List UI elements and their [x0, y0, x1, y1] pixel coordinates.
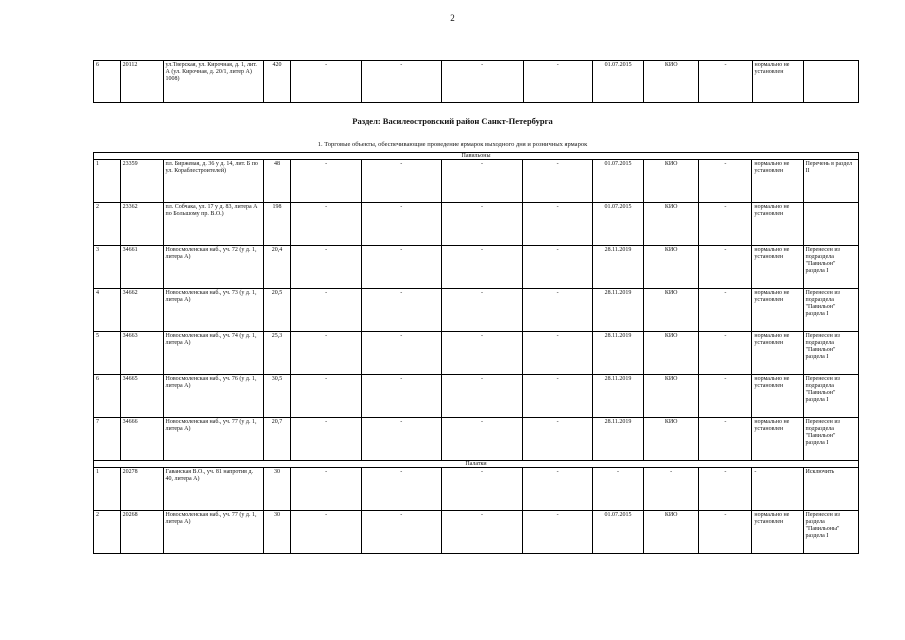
group-header: [94, 461, 859, 468]
cell-num: 5: [94, 332, 121, 375]
cell-status: нормально не установлен: [752, 332, 803, 375]
cell-d3: -: [441, 332, 523, 375]
cell-note: [803, 61, 858, 103]
table-row: [94, 468, 859, 511]
cell-d1: -: [291, 332, 362, 375]
cell-num: 1: [94, 160, 121, 203]
cell-d4: -: [523, 418, 593, 461]
cell-d2: -: [361, 418, 441, 461]
cell-org: КИО: [644, 511, 699, 554]
cell-d3: -: [441, 203, 523, 246]
main-table: [93, 152, 859, 554]
cell-org: КИО: [644, 289, 699, 332]
cell-date: -: [592, 468, 643, 511]
cell-note: Перенесен из подраздела "Павильон" раздела I: [803, 375, 858, 418]
cell-d1: -: [291, 246, 362, 289]
cell-d5: -: [699, 289, 752, 332]
cell-area: 20,4: [263, 246, 291, 289]
table-row: [94, 375, 859, 418]
cell-org: КИО: [644, 332, 699, 375]
cell-status: нормально не установлен: [752, 160, 803, 203]
cell-note: Перенесен из раздела "Павильоны" раздела I: [803, 511, 858, 554]
cell-d2: -: [361, 289, 441, 332]
cell-status: нормально не установлен: [752, 246, 803, 289]
cell-area: 20,7: [263, 418, 291, 461]
cell-org: КИО: [644, 61, 699, 103]
table-row: [94, 160, 859, 203]
cell-date: 28.11.2019: [592, 246, 643, 289]
cell-d1: -: [291, 160, 362, 203]
cell-status: нормально не установлен: [752, 375, 803, 418]
cell-d4: -: [523, 332, 593, 375]
cell-address: Гаванская В.О., уч. 81 напротив д. 40, литера А): [163, 468, 263, 511]
cell-d2: -: [361, 160, 441, 203]
cell-status: нормально не установлен: [752, 418, 803, 461]
cell-org: КИО: [644, 375, 699, 418]
cell-d1: -: [291, 289, 362, 332]
table-row: [94, 61, 859, 103]
cell-d2: -: [361, 246, 441, 289]
group-label: Павильоны: [94, 153, 859, 160]
cell-d4: -: [523, 375, 593, 418]
cell-d2: -: [361, 511, 441, 554]
table-row: [94, 289, 859, 332]
cell-area: 20,5: [263, 289, 291, 332]
cell-note: Перенесен из подраздела "Павильон" раздела I: [803, 289, 858, 332]
cell-num: 2: [94, 203, 121, 246]
cell-d2: -: [361, 375, 441, 418]
section-title: Раздел: Василеостровский район Санкт-Петербурга: [352, 116, 553, 126]
table-row: [94, 418, 859, 461]
cell-address: Новосмоленская наб., уч. 73 (у д. 1, литера А): [163, 289, 263, 332]
cell-d4: -: [523, 160, 593, 203]
cell-d3: -: [441, 375, 523, 418]
cell-address: Новосмоленская наб., уч. 72 (у д. 1, литера А): [163, 246, 263, 289]
cell-address: Новосмоленская наб., уч. 74 (у д. 1, литера А): [163, 332, 263, 375]
cell-org: КИО: [644, 160, 699, 203]
cell-code: 34666: [120, 418, 163, 461]
cell-d4: -: [523, 61, 593, 103]
cell-address: Новосмоленская наб., уч. 77 (у д. 1, литера А): [163, 418, 263, 461]
cell-num: 2: [94, 511, 121, 554]
cell-code: 34665: [120, 375, 163, 418]
table-row: [94, 511, 859, 554]
cell-code: 20278: [120, 468, 163, 511]
cell-d3: -: [441, 289, 523, 332]
cell-code: 34661: [120, 246, 163, 289]
subheading: 1. Торговые объекты, обеспечивающие проведение ярмарок выходного дня и розничных ярмарок: [317, 141, 588, 148]
cell-d5: -: [699, 246, 752, 289]
cell-d4: -: [523, 289, 593, 332]
cell-d5: -: [699, 332, 752, 375]
cell-note: Перечень в раздел II: [803, 160, 858, 203]
cell-d1: -: [291, 468, 362, 511]
cell-date: 01.07.2015: [592, 160, 643, 203]
cell-org: КИО: [644, 246, 699, 289]
cell-date: 28.11.2019: [592, 289, 643, 332]
cell-org: -: [644, 468, 699, 511]
cell-d4: -: [523, 468, 593, 511]
page-number: 2: [450, 13, 455, 23]
table-row: [94, 246, 859, 289]
cell-status: нормально не установлен: [752, 511, 803, 554]
cell-d1: -: [291, 511, 362, 554]
cell-num: 7: [94, 418, 121, 461]
cell-date: 01.07.2015: [592, 511, 643, 554]
cell-d5: -: [699, 511, 752, 554]
cell-d2: -: [361, 61, 441, 103]
cell-address: Новосмоленская наб., уч. 77 (у д. 1, литера А): [163, 511, 263, 554]
group-header: [94, 153, 859, 160]
cell-d3: -: [441, 160, 523, 203]
cell-address: Новосмоленская наб., уч. 76 (у д. 1, литера А): [163, 375, 263, 418]
cell-note: [803, 203, 858, 246]
cell-code: 34663: [120, 332, 163, 375]
cell-note: Исключить: [803, 468, 858, 511]
cell-note: Перенесен из подраздела "Павильон" раздела I: [803, 332, 858, 375]
cell-area: 420: [263, 61, 291, 103]
cell-area: 30: [263, 511, 291, 554]
cell-area: 48: [263, 160, 291, 203]
cell-date: 28.11.2019: [592, 332, 643, 375]
cell-d5: -: [699, 468, 752, 511]
cell-num: 4: [94, 289, 121, 332]
cell-status: нормально не установлен: [752, 61, 803, 103]
cell-address: пл. Собчака, ул. 17 у д. 83, литера А по Большому пр. В.О.): [163, 203, 263, 246]
cell-code: 34662: [120, 289, 163, 332]
cell-d4: -: [523, 246, 593, 289]
cell-area: 30: [263, 468, 291, 511]
cell-d1: -: [291, 418, 362, 461]
cell-num: 1: [94, 468, 121, 511]
cell-note: Перенесен из подраздела "Павильон" раздела I: [803, 246, 858, 289]
cell-d5: -: [699, 160, 752, 203]
cell-org: КИО: [644, 203, 699, 246]
top-table: [93, 60, 859, 103]
cell-area: 198: [263, 203, 291, 246]
cell-note: Перенесен из подраздела "Павильон" раздела I: [803, 418, 858, 461]
cell-d3: -: [441, 61, 523, 103]
cell-d5: -: [699, 61, 752, 103]
cell-d5: -: [699, 418, 752, 461]
table-row: [94, 332, 859, 375]
cell-status: нормально не установлен: [752, 203, 803, 246]
cell-status: нормально не установлен: [752, 289, 803, 332]
group-label: Палатки: [94, 461, 859, 468]
cell-code: 20268: [120, 511, 163, 554]
cell-date: 01.07.2015: [592, 203, 643, 246]
cell-d1: -: [291, 61, 362, 103]
cell-date: 01.07.2015: [593, 61, 644, 103]
cell-num: 6: [94, 375, 121, 418]
cell-d2: -: [361, 203, 441, 246]
cell-d5: -: [699, 375, 752, 418]
cell-code: 23362: [120, 203, 163, 246]
cell-area: 25,3: [263, 332, 291, 375]
table-row: [94, 203, 859, 246]
cell-address: пл. Биржевая, д. 36 у д. 14, лит. Б по ул. Кораблестроителей): [163, 160, 263, 203]
cell-d3: -: [441, 246, 523, 289]
cell-org: КИО: [644, 418, 699, 461]
cell-code: 20112: [120, 61, 163, 103]
cell-d5: -: [699, 203, 752, 246]
cell-d1: -: [291, 203, 362, 246]
cell-d4: -: [523, 203, 593, 246]
cell-address: ул.Тверская, ул. Кирочная, д. 1, лит. А (ул. Кирочная, д. 20/1, литер А) 1008): [163, 61, 263, 103]
cell-num: 6: [94, 61, 121, 103]
cell-status: -: [752, 468, 803, 511]
cell-d3: -: [441, 468, 523, 511]
cell-num: 3: [94, 246, 121, 289]
cell-d2: -: [361, 468, 441, 511]
cell-area: 30,5: [263, 375, 291, 418]
cell-code: 23359: [120, 160, 163, 203]
cell-d1: -: [291, 375, 362, 418]
cell-date: 28.11.2019: [592, 418, 643, 461]
cell-d2: -: [361, 332, 441, 375]
cell-d3: -: [441, 418, 523, 461]
cell-date: 28.11.2019: [592, 375, 643, 418]
cell-d4: -: [523, 511, 593, 554]
cell-d3: -: [441, 511, 523, 554]
